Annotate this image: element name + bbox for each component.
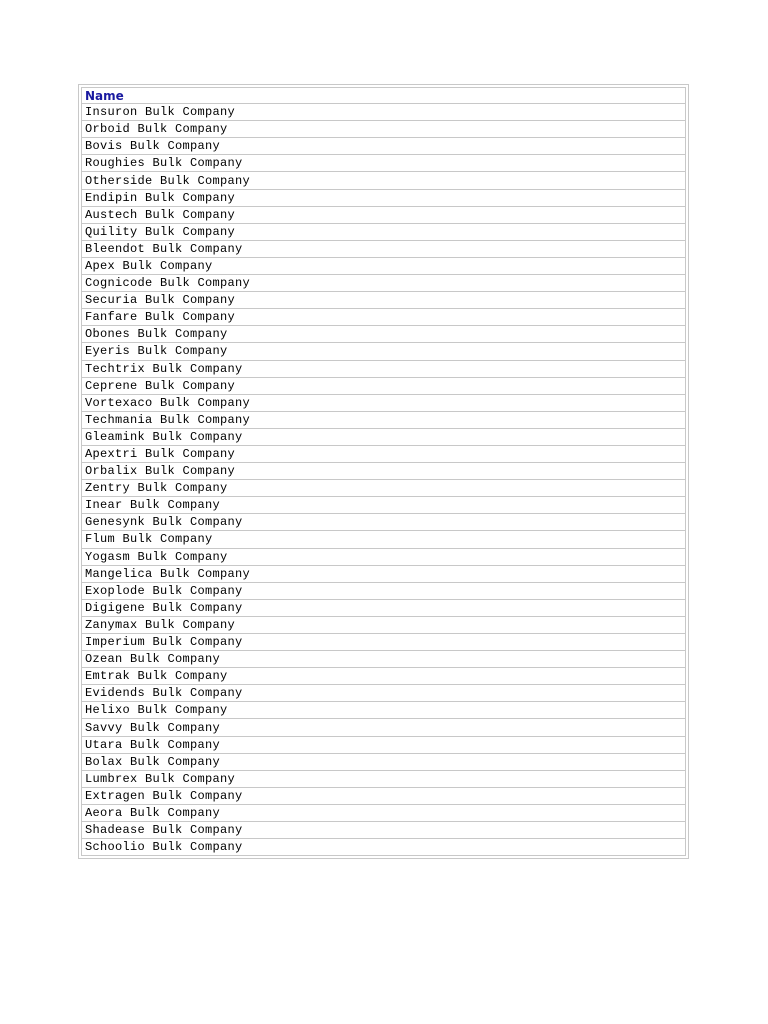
- table-row: [81, 514, 686, 531]
- company-name-cell: Obones Bulk Company: [81, 326, 686, 343]
- company-name-cell: Apextri Bulk Company: [81, 446, 686, 463]
- company-name-cell: Insuron Bulk Company: [81, 104, 686, 121]
- company-name-cell: Bolax Bulk Company: [81, 754, 686, 771]
- table-row: [81, 155, 686, 172]
- company-name-cell: Fanfare Bulk Company: [81, 309, 686, 326]
- table-row: [81, 121, 686, 138]
- table-row: [81, 737, 686, 754]
- table-row: [81, 207, 686, 224]
- table-row: [81, 326, 686, 343]
- table-row: [81, 805, 686, 822]
- company-name-cell: Cognicode Bulk Company: [81, 275, 686, 292]
- table-row: [81, 480, 686, 497]
- company-name-cell: Zentry Bulk Company: [81, 480, 686, 497]
- company-name-cell: Exoplode Bulk Company: [81, 583, 686, 600]
- company-name-cell: Vortexaco Bulk Company: [81, 395, 686, 412]
- table-row: [81, 258, 686, 275]
- table-row: [81, 702, 686, 719]
- company-name-cell: Eyeris Bulk Company: [81, 343, 686, 360]
- table-row: [81, 429, 686, 446]
- table-row: [81, 497, 686, 514]
- table-row: [81, 651, 686, 668]
- company-name-cell: Ozean Bulk Company: [81, 651, 686, 668]
- table-row: [81, 224, 686, 241]
- table-row: [81, 719, 686, 736]
- company-name-cell: Lumbrex Bulk Company: [81, 771, 686, 788]
- table-row: [81, 463, 686, 480]
- company-name-cell: Zanymax Bulk Company: [81, 617, 686, 634]
- company-name-cell: Endipin Bulk Company: [81, 190, 686, 207]
- company-name-cell: Roughies Bulk Company: [81, 155, 686, 172]
- table-row: [81, 104, 686, 121]
- table-row: [81, 617, 686, 634]
- company-name-cell: Apex Bulk Company: [81, 258, 686, 275]
- company-name-cell: Techtrix Bulk Company: [81, 361, 686, 378]
- company-name-cell: Emtrak Bulk Company: [81, 668, 686, 685]
- table-row: [81, 395, 686, 412]
- table-row: [81, 531, 686, 548]
- table-header-row: [81, 87, 686, 104]
- company-name-cell: Inear Bulk Company: [81, 497, 686, 514]
- table-row: [81, 446, 686, 463]
- company-name-cell: Imperium Bulk Company: [81, 634, 686, 651]
- company-name-cell: Gleamink Bulk Company: [81, 429, 686, 446]
- company-name-cell: Quility Bulk Company: [81, 224, 686, 241]
- table-row: [81, 361, 686, 378]
- company-name-cell: Extragen Bulk Company: [81, 788, 686, 805]
- company-name-cell: Schoolio Bulk Company: [81, 839, 686, 856]
- company-table-container: [78, 84, 689, 859]
- company-name-cell: Mangelica Bulk Company: [81, 566, 686, 583]
- company-name-cell: Otherside Bulk Company: [81, 172, 686, 189]
- table-row: [81, 309, 686, 326]
- company-name-cell: Utara Bulk Company: [81, 737, 686, 754]
- table-row: [81, 172, 686, 189]
- company-name-cell: Bovis Bulk Company: [81, 138, 686, 155]
- company-name-cell: Securia Bulk Company: [81, 292, 686, 309]
- table-row: [81, 378, 686, 395]
- company-name-cell: Digigene Bulk Company: [81, 600, 686, 617]
- company-name-cell: Orbalix Bulk Company: [81, 463, 686, 480]
- table-row: [81, 634, 686, 651]
- table-row: [81, 822, 686, 839]
- table-row: [81, 343, 686, 360]
- company-name-cell: Flum Bulk Company: [81, 531, 686, 548]
- company-name-cell: Orboid Bulk Company: [81, 121, 686, 138]
- table-row: [81, 771, 686, 788]
- company-name-cell: Yogasm Bulk Company: [81, 549, 686, 566]
- table-row: [81, 668, 686, 685]
- company-name-cell: Austech Bulk Company: [81, 207, 686, 224]
- table-row: [81, 754, 686, 771]
- company-name-cell: Savvy Bulk Company: [81, 719, 686, 736]
- company-name-cell: Shadease Bulk Company: [81, 822, 686, 839]
- table-row: [81, 566, 686, 583]
- table-row: [81, 839, 686, 856]
- company-name-cell: Ceprene Bulk Company: [81, 378, 686, 395]
- company-name-cell: Aeora Bulk Company: [81, 805, 686, 822]
- company-name-cell: Helixo Bulk Company: [81, 702, 686, 719]
- table-row: [81, 685, 686, 702]
- company-name-cell: Evidends Bulk Company: [81, 685, 686, 702]
- table-row: [81, 583, 686, 600]
- name-column-header: Name: [81, 87, 686, 104]
- table-row: [81, 549, 686, 566]
- company-table: [81, 87, 686, 856]
- table-row: [81, 412, 686, 429]
- table-row: [81, 275, 686, 292]
- table-row: [81, 788, 686, 805]
- table-row: [81, 138, 686, 155]
- table-row: [81, 600, 686, 617]
- company-name-cell: Genesynk Bulk Company: [81, 514, 686, 531]
- table-body: [81, 104, 686, 856]
- table-row: [81, 190, 686, 207]
- table-row: [81, 292, 686, 309]
- company-name-cell: Techmania Bulk Company: [81, 412, 686, 429]
- table-row: [81, 241, 686, 258]
- company-name-cell: Bleendot Bulk Company: [81, 241, 686, 258]
